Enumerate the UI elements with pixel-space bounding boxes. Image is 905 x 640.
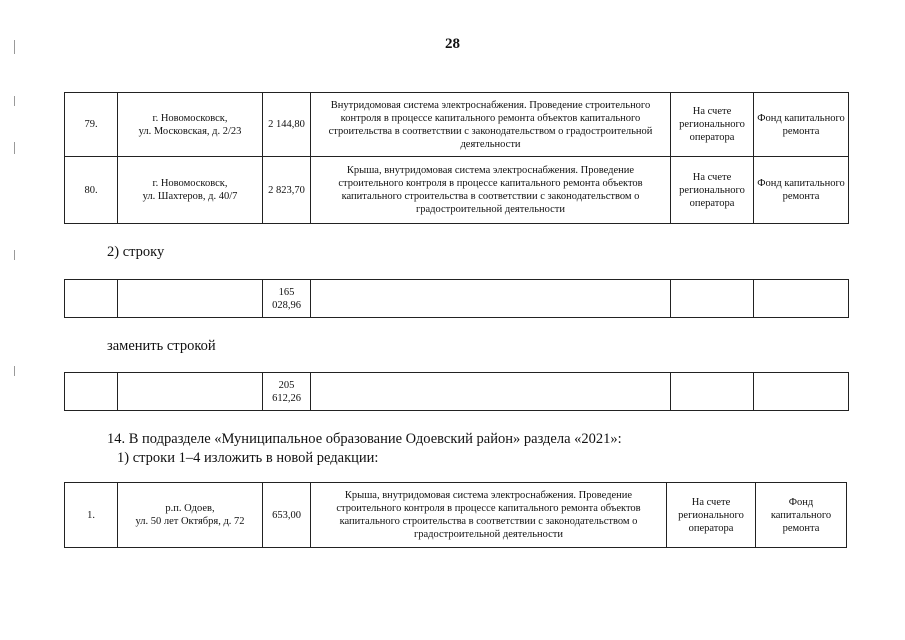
total-cost-line: 205 [278, 379, 295, 391]
table-row [65, 483, 847, 548]
empty-cell [311, 373, 671, 411]
address-line: г. Новомосковск, [152, 178, 228, 189]
total-cost [263, 280, 311, 318]
empty-cell [311, 280, 671, 318]
empty-cell [65, 373, 118, 411]
total-cost-line: 028,96 [272, 299, 301, 311]
scan-mark [14, 96, 15, 106]
total-cost-line: 165 [278, 286, 295, 298]
address-line: г. Новомосковск, [152, 112, 228, 124]
total-row-new [64, 372, 849, 411]
row-source: На счете регионального оператора [667, 483, 756, 548]
empty-cell [65, 280, 118, 318]
paragraph-section-14: 14. В подразделе «Муниципальное образование Одоевский район» раздела «2021»: [107, 431, 622, 447]
address-line: ул. Шахтеров, д. 40/7 [142, 191, 238, 202]
empty-cell [118, 280, 263, 318]
scan-mark [14, 250, 15, 260]
row-number: 80. [65, 157, 118, 224]
row-source: На счете регионального оператора [671, 157, 754, 224]
address-line: р.п. Одоев, [165, 503, 215, 514]
paragraph-replace-line: 2) строку [107, 244, 165, 260]
row-works: Крыша, внутридомовая система электроснабжения. Проведение строительного контроля в процессе капитального ремонта объектов капитального строительства в соответствии с законодательством о градостроительной деятельности [311, 157, 671, 224]
row-fund: Фонд капитального ремонта [754, 93, 849, 157]
table-row [65, 373, 849, 411]
row-works: Крыша, внутридомовая система электроснабжения. Проведение строительного контроля в процессе капитального ремонта объектов капитального строительства в соответствии с законодательством о градостроительной деятельности [311, 483, 667, 548]
row-cost: 653,00 [263, 483, 311, 548]
empty-cell [754, 373, 849, 411]
page-number: 28 [445, 36, 460, 52]
table-row [65, 157, 849, 224]
table-row [65, 280, 849, 318]
row-cost: 2 144,80 [263, 93, 311, 157]
empty-cell [671, 373, 754, 411]
empty-cell [754, 280, 849, 318]
repair-table-bottom [64, 482, 847, 548]
row-number: 79. [65, 93, 118, 157]
paragraph-rows-1-4: 1) строки 1–4 изложить в новой редакции: [117, 450, 379, 466]
row-number: 1. [65, 483, 118, 548]
repair-table-top [64, 92, 849, 224]
empty-cell [671, 280, 754, 318]
total-cost-line: 612,26 [272, 392, 301, 404]
empty-cell [118, 373, 263, 411]
row-fund: Фонд капитального ремонта [756, 483, 847, 548]
paragraph-replace-with: заменить строкой [107, 338, 216, 354]
row-address [118, 157, 263, 224]
scan-mark [14, 366, 15, 376]
total-row-old [64, 279, 849, 318]
table-row [65, 93, 849, 157]
row-address [118, 483, 263, 548]
row-address [118, 93, 263, 157]
row-works: Внутридомовая система электроснабжения. Проведение строительного контроля в процессе капитального ремонта объектов капитального строительства в соответствии с законодательством о градостроительной деятельности [311, 93, 671, 157]
scan-mark [14, 142, 15, 154]
row-fund: Фонд капитального ремонта [754, 157, 849, 224]
total-cost [263, 373, 311, 411]
address-line: ул. 50 лет Октября, д. 72 [135, 516, 245, 527]
address-line: ул. Московская, д. 2/23 [138, 125, 242, 137]
row-cost: 2 823,70 [263, 157, 311, 224]
row-source: На счете регионального оператора [671, 93, 754, 157]
